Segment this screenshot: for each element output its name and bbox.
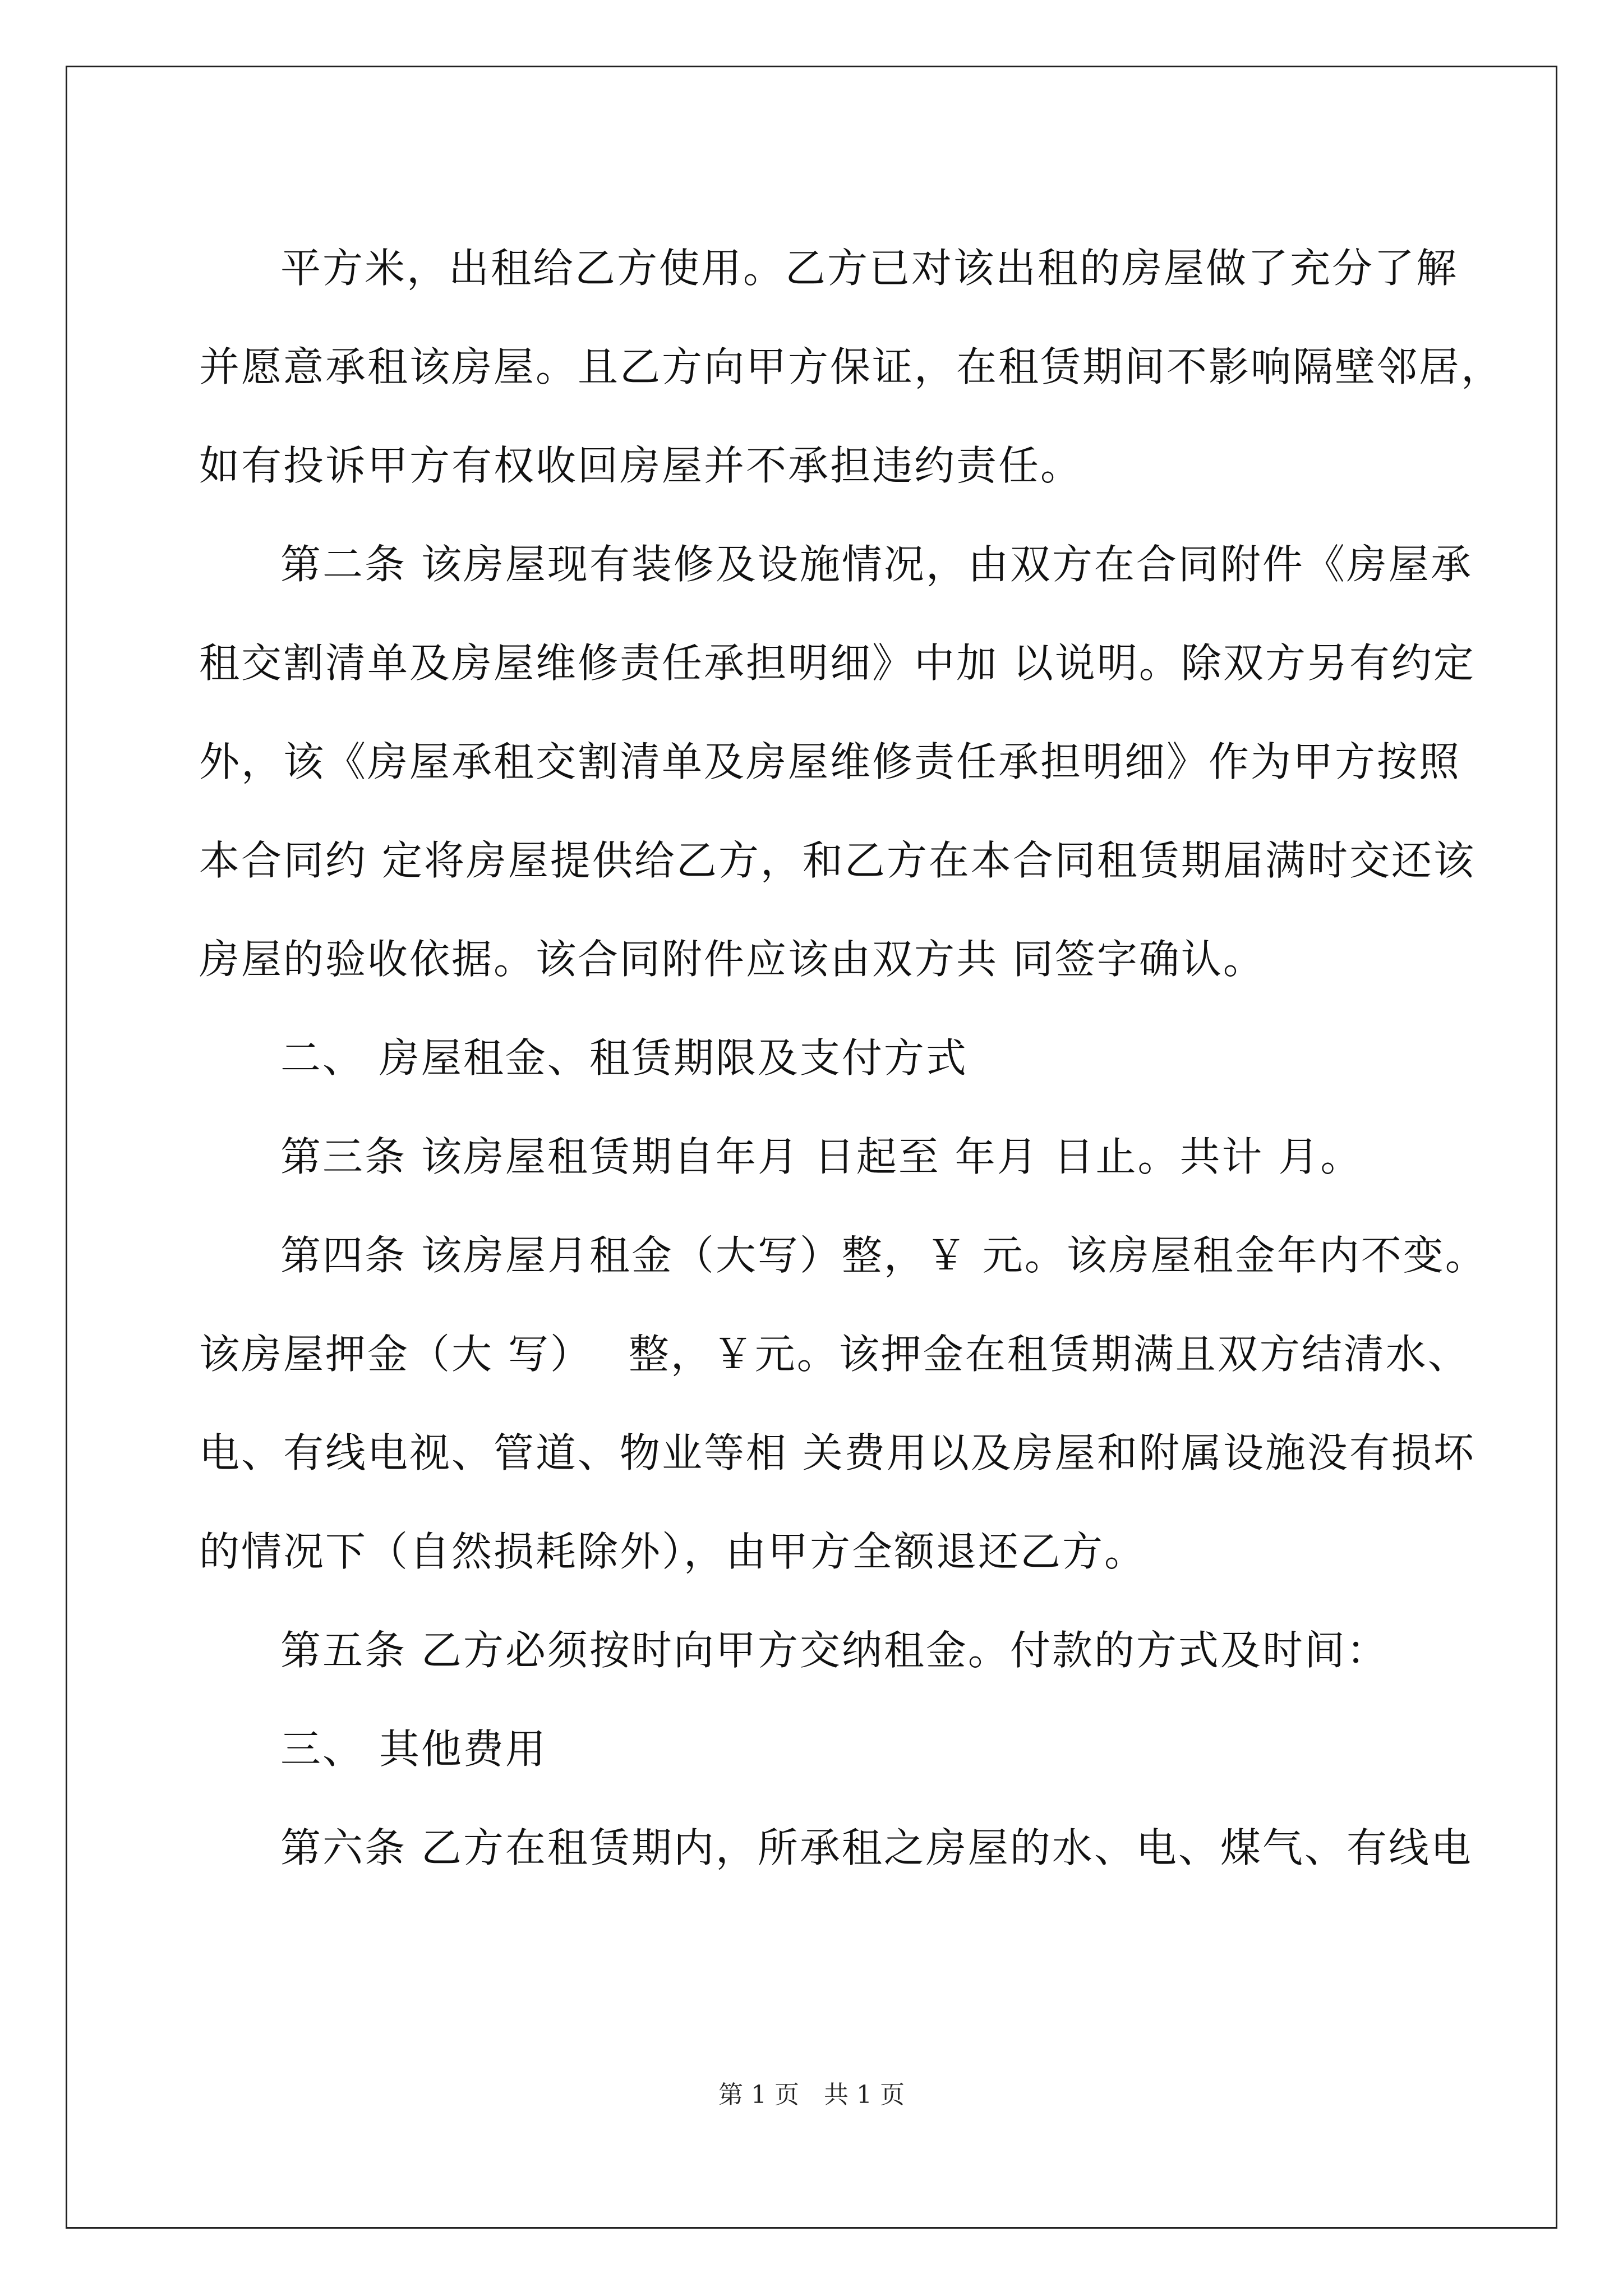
text-line: 外，该《房屋承租交割清单及房屋维修责任承担明细》作为甲方按照 (199, 738, 1461, 785)
text-line: 第六条 乙方在租赁期内，所承租之房屋的水、电、煤气、有线电 (280, 1824, 1473, 1871)
text-line: 该房屋押金（大 写） 整，￥元。该押金在租赁期满且双方结清水、 (199, 1331, 1470, 1378)
text-line: 如有投诉甲方有权收回房屋并不承担违约责任。 (199, 442, 1083, 489)
text-line: 房屋的验收依据。该合同附件应该由双方共 同签字确认。 (199, 936, 1265, 983)
text-line: 第五条 乙方必须按时向甲方交纳租金。付款的方式及时间： (280, 1627, 1389, 1674)
text-line: 第二条 该房屋现有装修及设施情况，由双方在合同附件《房屋承 (280, 541, 1473, 588)
section-heading: 二、 房屋租金、租赁期限及支付方式 (280, 1034, 968, 1082)
text-line: 租交割清单及房屋维修责任承担明细》中加 以说明。除双方另有约定 (199, 639, 1476, 687)
text-line: 的情况下（自然损耗除外），由甲方全额退还乙方。 (199, 1528, 1147, 1575)
text-line: 本合同约 定将房屋提供给乙方，和乙方在本合同租赁期届满时交还该 (199, 837, 1476, 884)
text-line: 第三条 该房屋租赁期自年月 日起至 年月 日止。共计 月。 (280, 1133, 1363, 1180)
text-line: 电、有线电视、管道、物业等相 关费用以及房屋和附属设施没有损坏 (199, 1429, 1476, 1476)
page-footer: 第 1 页 共 1 页 (718, 2081, 905, 2109)
section-heading: 三、 其他费用 (280, 1726, 547, 1773)
text-line: 平方米，出租给乙方使用。乙方已对该出租的房屋做了充分了解 (280, 245, 1459, 292)
text-line: 第四条 该房屋月租金（大写）整，￥ 元。该房屋租金年内不变。 (280, 1232, 1487, 1279)
document-body (199, 219, 1504, 1897)
text-line: 并愿意承租该房屋。且乙方向甲方保证，在租赁期间不影响隔壁邻居， (199, 343, 1504, 390)
